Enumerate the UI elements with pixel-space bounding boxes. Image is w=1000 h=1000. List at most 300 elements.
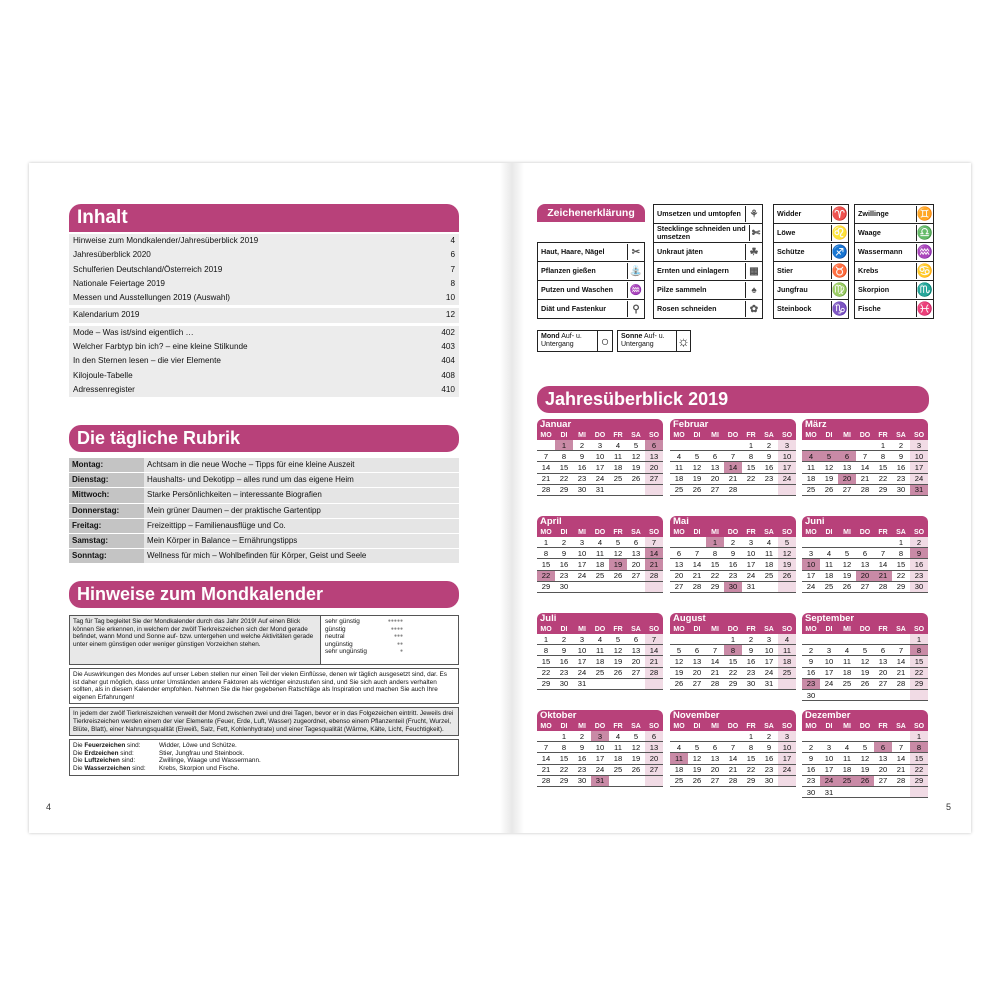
day-cell: 9	[910, 548, 928, 559]
day-cell: 13	[645, 451, 663, 462]
weekday-header: DI	[820, 625, 838, 634]
weekday-header: SA	[892, 431, 910, 440]
day-cell: 13	[627, 645, 645, 656]
day-cell: 26	[856, 678, 874, 689]
toc-entry[interactable]	[69, 308, 459, 322]
weekday-header: MI	[706, 625, 724, 634]
day-cell: 14	[856, 462, 874, 473]
day-cell: 24	[591, 764, 609, 775]
day-cell: 13	[706, 753, 724, 764]
day-cell: 19	[670, 667, 688, 678]
day-cell: 17	[760, 656, 778, 667]
day-cell: 15	[537, 559, 555, 570]
weekday-header: DO	[591, 625, 609, 634]
day-cell: 21	[645, 656, 663, 667]
day-cell: 15	[910, 656, 928, 667]
toc-entry[interactable]	[69, 326, 459, 340]
day-cell: 13	[874, 656, 892, 667]
day-cell: 25	[760, 570, 778, 581]
day-cell: 24	[760, 667, 778, 678]
rating-row	[325, 618, 403, 626]
day-cell: 13	[627, 548, 645, 559]
rubrik-text: Haushalts- und Dekotipp – alles rund um das eigene Heim	[144, 473, 459, 487]
weekday-header: DI	[555, 625, 573, 634]
element-key: Luftzeichen	[84, 757, 120, 765]
day-cell: 2	[555, 634, 573, 645]
weekday-header: DI	[688, 528, 706, 537]
day-cell: 14	[892, 656, 910, 667]
moon-desc: Auf- u. Untergang	[541, 333, 582, 348]
month-name: Februar	[670, 419, 796, 431]
day-cell: 6	[838, 451, 856, 462]
rubrik-text: Starke Persönlichkeiten – interessante Biografien	[144, 488, 459, 502]
hinweise-section	[69, 615, 459, 779]
table-of-contents	[69, 234, 459, 400]
legend-item	[774, 224, 848, 243]
legend-label: Jungfrau	[777, 285, 808, 294]
day-cell: 21	[724, 764, 742, 775]
day-cell: 17	[778, 753, 796, 764]
day-cell: 2	[892, 440, 910, 451]
day-cell: 23	[760, 764, 778, 775]
empty-day-cell	[706, 440, 724, 451]
day-cell: 11	[760, 548, 778, 559]
day-cell: 18	[591, 656, 609, 667]
toc-entry-label: In den Sternen lesen – die vier Elemente	[73, 356, 221, 366]
day-cell: 22	[910, 667, 928, 678]
day-cell: 12	[838, 559, 856, 570]
day-cell: 23	[892, 473, 910, 484]
weekday-header: DI	[688, 431, 706, 440]
legend-label: Skorpion	[858, 285, 890, 294]
day-cell: 20	[838, 473, 856, 484]
day-cell: 12	[627, 742, 645, 753]
day-cell: 4	[670, 451, 688, 462]
empty-day-cell	[892, 634, 910, 645]
legend-item	[538, 262, 644, 281]
day-cell: 27	[856, 581, 874, 592]
empty-day-cell	[856, 537, 874, 548]
rubrik-heading: Die tägliche Rubrik	[69, 425, 459, 452]
sagittarius-icon: ♐	[831, 244, 849, 259]
day-cell: 31	[760, 678, 778, 689]
day-cell: 27	[874, 775, 892, 786]
month-name: November	[670, 710, 796, 722]
empty-day-cell	[706, 634, 724, 645]
day-cell: 18	[760, 559, 778, 570]
cancer-icon: ♋	[916, 263, 934, 278]
rubrik-day: Dienstag:	[69, 473, 144, 487]
weekday-header: SO	[778, 528, 796, 537]
day-cell: 25	[802, 484, 820, 495]
pot-icon: ⚘	[745, 206, 762, 222]
day-cell: 11	[778, 645, 796, 656]
day-cell: 28	[892, 775, 910, 786]
weekday-header: SA	[627, 528, 645, 537]
rating-row	[325, 641, 403, 649]
weekday-header: MO	[537, 625, 555, 634]
month-name: Juli	[537, 613, 663, 625]
day-cell: 3	[591, 731, 609, 742]
empty-day-cell	[645, 678, 663, 689]
day-cell: 26	[688, 775, 706, 786]
day-cell: 16	[760, 462, 778, 473]
day-cell: 22	[555, 764, 573, 775]
empty-day-cell	[802, 537, 820, 548]
weekday-header: MO	[537, 528, 555, 537]
day-cell: 29	[555, 484, 573, 495]
day-cell: 29	[724, 678, 742, 689]
weekday-header: FR	[742, 625, 760, 634]
crate-icon: ▦	[745, 263, 762, 279]
day-cell: 11	[838, 656, 856, 667]
toc-entry[interactable]	[69, 263, 459, 277]
weekday-header: DI	[820, 528, 838, 537]
rubrik-row	[69, 473, 459, 488]
day-cell: 8	[537, 548, 555, 559]
empty-day-cell	[645, 581, 663, 592]
day-cell: 23	[802, 775, 820, 786]
weekday-header: MO	[802, 722, 820, 731]
day-cell: 9	[555, 645, 573, 656]
day-cell: 23	[910, 570, 928, 581]
day-cell: 15	[874, 462, 892, 473]
day-cell: 16	[760, 753, 778, 764]
day-cell: 24	[573, 570, 591, 581]
rating-label: günstig	[325, 625, 346, 633]
month-calendar	[537, 613, 663, 690]
weekday-header: DI	[688, 722, 706, 731]
day-cell: 28	[856, 484, 874, 495]
day-cell: 21	[724, 473, 742, 484]
day-cell: 7	[645, 634, 663, 645]
toc-entry[interactable]	[69, 277, 459, 291]
legend-item	[654, 205, 762, 224]
empty-day-cell	[706, 731, 724, 742]
day-cell: 12	[856, 753, 874, 764]
weekday-header: SO	[910, 625, 928, 634]
empty-day-cell	[760, 484, 778, 495]
day-cell: 27	[706, 775, 724, 786]
empty-day-cell	[688, 440, 706, 451]
day-cell: 8	[555, 451, 573, 462]
weekday-header: SO	[910, 528, 928, 537]
legend-item	[855, 281, 933, 300]
libra-icon: ♎	[916, 225, 934, 240]
legend-item	[654, 224, 762, 243]
day-cell: 21	[537, 764, 555, 775]
legend-label: Wassermann	[858, 247, 903, 256]
empty-day-cell	[724, 731, 742, 742]
weekday-header: DO	[856, 528, 874, 537]
rubrik-text: Wellness für mich – Wohlbefinden für Körper, Geist und Seele	[144, 549, 459, 563]
day-cell: 10	[573, 548, 591, 559]
day-cell: 10	[573, 645, 591, 656]
toc-entry[interactable]	[69, 291, 459, 305]
day-cell: 14	[874, 559, 892, 570]
day-cell: 23	[555, 667, 573, 678]
legend-item	[654, 300, 762, 318]
day-cell: 8	[892, 548, 910, 559]
day-cell: 4	[609, 731, 627, 742]
day-cell: 15	[555, 462, 573, 473]
day-cell: 27	[645, 473, 663, 484]
weekday-header: DI	[555, 528, 573, 537]
element-pre: Die	[73, 749, 85, 757]
day-cell: 29	[910, 775, 928, 786]
weekday-header: MI	[573, 625, 591, 634]
day-cell: 8	[742, 742, 760, 753]
legend-label: Umsetzen und umtopfen	[657, 209, 741, 218]
day-cell: 10	[820, 753, 838, 764]
day-cell: 27	[706, 484, 724, 495]
empty-day-cell	[760, 581, 778, 592]
day-cell: 27	[645, 764, 663, 775]
day-cell: 21	[874, 570, 892, 581]
day-cell: 1	[537, 634, 555, 645]
day-cell: 17	[820, 764, 838, 775]
weekday-header: SA	[627, 625, 645, 634]
legend-item	[855, 300, 933, 318]
toc-entry[interactable]	[69, 234, 459, 248]
weed-icon: ☘	[745, 244, 762, 260]
toc-entry-page: 410	[441, 384, 455, 394]
day-cell: 2	[910, 537, 928, 548]
weekday-header: MI	[838, 722, 856, 731]
legend-item	[855, 205, 933, 224]
day-cell: 18	[609, 462, 627, 473]
day-cell: 12	[627, 451, 645, 462]
weekday-header: SA	[892, 625, 910, 634]
legend-label: Stecklinge schneiden und umsetzen	[657, 224, 746, 241]
weekday-header: MO	[670, 625, 688, 634]
day-cell: 24	[802, 581, 820, 592]
day-cell: 31	[820, 786, 838, 797]
day-cell: 6	[874, 645, 892, 656]
day-cell: 7	[724, 451, 742, 462]
weekday-header: DI	[555, 722, 573, 731]
day-cell: 1	[555, 731, 573, 742]
toc-entry-label: Hinweise zum Mondkalender/Jahresüberblick 2019	[73, 236, 259, 245]
day-cell: 25	[670, 484, 688, 495]
day-cell: 22	[706, 570, 724, 581]
day-cell: 11	[670, 462, 688, 473]
day-cell: 7	[688, 548, 706, 559]
rating-label: neutral	[325, 633, 345, 641]
day-cell: 18	[838, 667, 856, 678]
day-cell: 27	[670, 581, 688, 592]
weekday-header: DO	[724, 431, 742, 440]
day-cell: 8	[706, 548, 724, 559]
day-cell: 18	[670, 764, 688, 775]
month-calendar	[537, 710, 663, 787]
day-cell: 6	[645, 731, 663, 742]
day-cell: 3	[760, 634, 778, 645]
weekday-header: DO	[591, 431, 609, 440]
element-pre: Die	[73, 742, 85, 750]
day-cell: 7	[892, 742, 910, 753]
legend-item	[654, 262, 762, 281]
day-cell: 27	[627, 667, 645, 678]
day-cell: 9	[724, 548, 742, 559]
legend-item	[654, 281, 762, 300]
day-cell: 9	[892, 451, 910, 462]
day-cell: 16	[802, 764, 820, 775]
day-cell: 28	[724, 775, 742, 786]
weekday-header: MI	[573, 722, 591, 731]
day-cell: 15	[742, 462, 760, 473]
day-cell: 12	[670, 656, 688, 667]
weekday-header: SO	[778, 722, 796, 731]
day-cell: 11	[802, 462, 820, 473]
empty-day-cell	[838, 786, 856, 797]
weekday-header: MI	[838, 431, 856, 440]
toc-entry-label: Adressenregister	[73, 384, 135, 394]
day-cell: 10	[760, 645, 778, 656]
empty-day-cell	[838, 689, 856, 700]
day-cell: 20	[688, 667, 706, 678]
legend-zodiac-1	[773, 204, 849, 319]
day-cell: 20	[874, 764, 892, 775]
month-calendar	[670, 710, 796, 787]
day-cell: 28	[537, 484, 555, 495]
weekday-header: MI	[706, 431, 724, 440]
month-name: Dezember	[802, 710, 928, 722]
day-cell: 17	[820, 667, 838, 678]
day-cell: 7	[537, 742, 555, 753]
sun-icon: ☼	[677, 333, 690, 349]
day-cell: 26	[838, 581, 856, 592]
day-cell: 1	[742, 731, 760, 742]
day-cell: 14	[537, 462, 555, 473]
weekday-header: SA	[760, 625, 778, 634]
weekday-header: FR	[609, 431, 627, 440]
legend-label: Putzen und Waschen	[541, 285, 614, 294]
toc-entry[interactable]	[69, 340, 459, 354]
toc-entry[interactable]	[69, 248, 459, 262]
month-name: Juni	[802, 516, 928, 528]
day-cell: 22	[742, 764, 760, 775]
day-cell: 6	[706, 451, 724, 462]
day-cell: 19	[688, 764, 706, 775]
empty-day-cell	[856, 731, 874, 742]
empty-day-cell	[874, 786, 892, 797]
day-cell: 31	[591, 775, 609, 786]
weekday-header: FR	[874, 528, 892, 537]
day-cell: 5	[627, 440, 645, 451]
weekday-header: MI	[573, 431, 591, 440]
day-cell: 4	[838, 645, 856, 656]
element-value: Widder, Löwe und Schütze.	[159, 742, 237, 750]
element-key: Wasserzeichen	[84, 764, 131, 772]
day-cell: 25	[838, 678, 856, 689]
day-cell: 25	[609, 473, 627, 484]
day-cell: 2	[760, 440, 778, 451]
day-cell: 24	[778, 473, 796, 484]
day-cell: 14	[724, 462, 742, 473]
weekday-header: FR	[874, 431, 892, 440]
empty-day-cell	[670, 634, 688, 645]
day-cell: 30	[892, 484, 910, 495]
day-cell: 3	[591, 440, 609, 451]
empty-day-cell	[670, 440, 688, 451]
legend-label: Rosen schneiden	[657, 304, 717, 313]
day-cell: 13	[856, 559, 874, 570]
rating-row	[325, 648, 403, 656]
rubrik-text: Mein Körper in Balance – Ernährungstipps	[144, 534, 459, 548]
day-cell: 3	[820, 645, 838, 656]
day-cell: 20	[874, 667, 892, 678]
weekday-header: SA	[627, 431, 645, 440]
day-cell: 7	[724, 742, 742, 753]
legend-item	[774, 243, 848, 262]
day-cell: 21	[892, 667, 910, 678]
day-cell: 20	[706, 473, 724, 484]
weekday-header: SO	[910, 431, 928, 440]
day-cell: 7	[856, 451, 874, 462]
day-cell: 6	[688, 645, 706, 656]
day-cell: 15	[910, 753, 928, 764]
month-calendar	[670, 613, 796, 690]
day-cell: 18	[838, 764, 856, 775]
day-cell: 25	[591, 570, 609, 581]
empty-day-cell	[820, 440, 838, 451]
weekday-header: DO	[724, 528, 742, 537]
day-cell: 19	[627, 462, 645, 473]
day-cell: 28	[892, 678, 910, 689]
toc-entry-label: Nationale Feiertage 2019	[73, 278, 165, 288]
rubrik-row	[69, 458, 459, 473]
toc-entry[interactable]	[69, 354, 459, 368]
left-page-number: 4	[46, 802, 52, 812]
legend-label: Zwillinge	[858, 209, 889, 218]
weekday-header: DO	[591, 722, 609, 731]
day-cell: 14	[645, 645, 663, 656]
rubrik-text: Achtsam in die neue Woche – Tipps für eine kleine Auszeit	[144, 458, 459, 472]
day-cell: 29	[706, 581, 724, 592]
day-cell: 10	[591, 451, 609, 462]
aquarius-icon: ♒	[916, 244, 934, 259]
empty-day-cell	[838, 440, 856, 451]
weekday-header: MI	[706, 528, 724, 537]
day-cell: 23	[573, 764, 591, 775]
empty-day-cell	[627, 484, 645, 495]
day-cell: 11	[591, 548, 609, 559]
book-gutter	[500, 163, 524, 833]
day-cell: 11	[609, 742, 627, 753]
day-cell: 8	[724, 645, 742, 656]
toc-entry[interactable]	[69, 369, 459, 383]
legend-label: Schütze	[777, 247, 805, 256]
day-cell: 4	[778, 634, 796, 645]
day-cell: 17	[778, 462, 796, 473]
month-name: Oktober	[537, 710, 663, 722]
legend-item	[855, 243, 933, 262]
day-cell: 19	[609, 656, 627, 667]
day-cell: 25	[778, 667, 796, 678]
day-cell: 26	[670, 678, 688, 689]
day-cell: 5	[609, 537, 627, 548]
legend-label: Löwe	[777, 228, 796, 237]
day-cell: 23	[573, 473, 591, 484]
weekday-header: MO	[670, 431, 688, 440]
weekday-header: MO	[537, 431, 555, 440]
toc-entry[interactable]	[69, 383, 459, 397]
rating-dots: ●●	[396, 640, 403, 647]
toc-entry-page: 408	[441, 370, 455, 380]
day-cell: 13	[645, 742, 663, 753]
day-cell: 4	[609, 440, 627, 451]
